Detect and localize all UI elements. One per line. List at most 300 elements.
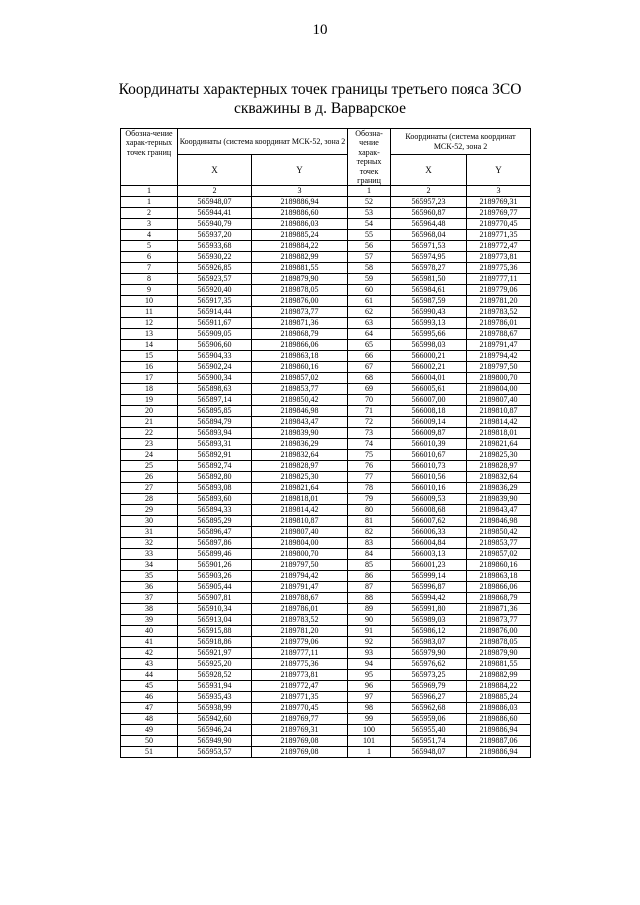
table-row [121, 615, 531, 626]
y-value-right: 2189884,22 [467, 681, 531, 692]
y-value-right: 2189863,18 [467, 571, 531, 582]
x-value-right: 565962,68 [391, 703, 467, 714]
table-row [121, 714, 531, 725]
y-value-left: 2189868,79 [252, 329, 348, 340]
table-row [121, 351, 531, 362]
table-row [121, 373, 531, 384]
table-row [121, 395, 531, 406]
y-value-left: 2189783,52 [252, 615, 348, 626]
y-value-right: 2189873,77 [467, 615, 531, 626]
x-value-left: 565926,85 [178, 263, 252, 274]
x-value-left: 565911,67 [178, 318, 252, 329]
y-value-right: 2189783,52 [467, 307, 531, 318]
x-value-right: 565966,27 [391, 692, 467, 703]
x-value-left: 565909,05 [178, 329, 252, 340]
x-value-left: 565928,52 [178, 670, 252, 681]
header-y-left: Y [252, 155, 348, 186]
header-coords-right: Координаты (система координат МСК-52, зона 2 [391, 129, 531, 155]
table-row [121, 626, 531, 637]
point-number-right: 93 [348, 648, 391, 659]
y-value-left: 2189810,87 [252, 516, 348, 527]
table-row [121, 461, 531, 472]
point-number-right: 69 [348, 384, 391, 395]
point-number-right: 98 [348, 703, 391, 714]
table-row [121, 505, 531, 516]
x-value-left: 565895,85 [178, 406, 252, 417]
point-number-left: 24 [121, 450, 178, 461]
table-row [121, 329, 531, 340]
y-value-right: 2189882,99 [467, 670, 531, 681]
y-value-left: 2189772,47 [252, 681, 348, 692]
point-number-left: 14 [121, 340, 178, 351]
y-value-left: 2189882,99 [252, 252, 348, 263]
point-number-right: 66 [348, 351, 391, 362]
x-value-left: 565940,79 [178, 219, 252, 230]
point-number-right: 75 [348, 450, 391, 461]
x-value-right: 566010,67 [391, 450, 467, 461]
point-number-left: 29 [121, 505, 178, 516]
x-value-left: 565918,86 [178, 637, 252, 648]
x-value-right: 565951,74 [391, 736, 467, 747]
x-value-left: 565935,43 [178, 692, 252, 703]
x-value-left: 565893,08 [178, 483, 252, 494]
point-number-left: 7 [121, 263, 178, 274]
point-number-right: 63 [348, 318, 391, 329]
x-value-right: 565994,42 [391, 593, 467, 604]
point-number-left: 41 [121, 637, 178, 648]
point-number-right: 60 [348, 285, 391, 296]
y-value-left: 2189814,42 [252, 505, 348, 516]
x-value-left: 565895,29 [178, 516, 252, 527]
point-number-right: 71 [348, 406, 391, 417]
x-value-left: 565933,68 [178, 241, 252, 252]
table-row [121, 285, 531, 296]
column-number-row [121, 186, 531, 197]
x-value-right: 566001,23 [391, 560, 467, 571]
y-value-left: 2189807,40 [252, 527, 348, 538]
y-value-right: 2189794,42 [467, 351, 531, 362]
table-row [121, 230, 531, 241]
table-row [121, 472, 531, 483]
table-row [121, 516, 531, 527]
point-number-right: 1 [348, 747, 391, 758]
point-number-left: 5 [121, 241, 178, 252]
y-value-right: 2189804,00 [467, 384, 531, 395]
point-number-left: 42 [121, 648, 178, 659]
point-number-left: 16 [121, 362, 178, 373]
x-value-right: 565978,27 [391, 263, 467, 274]
column-number: 2 [178, 186, 252, 197]
y-value-left: 2189800,70 [252, 549, 348, 560]
x-value-left: 565917,35 [178, 296, 252, 307]
point-number-left: 36 [121, 582, 178, 593]
x-value-right: 566007,62 [391, 516, 467, 527]
x-value-left: 565892,74 [178, 461, 252, 472]
point-number-right: 89 [348, 604, 391, 615]
column-number: 3 [467, 186, 531, 197]
point-number-right: 61 [348, 296, 391, 307]
y-value-right: 2189885,24 [467, 692, 531, 703]
point-number-left: 45 [121, 681, 178, 692]
x-value-right: 565964,48 [391, 219, 467, 230]
x-value-left: 565904,33 [178, 351, 252, 362]
point-number-left: 50 [121, 736, 178, 747]
y-value-right: 2189810,87 [467, 406, 531, 417]
column-number: 1 [121, 186, 178, 197]
table-row [121, 197, 531, 208]
x-value-right: 566010,73 [391, 461, 467, 472]
y-value-left: 2189843,47 [252, 417, 348, 428]
point-number-left: 9 [121, 285, 178, 296]
y-value-right: 2189777,11 [467, 274, 531, 285]
point-number-left: 4 [121, 230, 178, 241]
coordinates-table [120, 128, 531, 758]
table-row [121, 241, 531, 252]
x-value-right: 566000,21 [391, 351, 467, 362]
x-value-right: 565976,62 [391, 659, 467, 670]
point-number-right: 95 [348, 670, 391, 681]
y-value-left: 2189788,67 [252, 593, 348, 604]
point-number-right: 64 [348, 329, 391, 340]
table-row [121, 703, 531, 714]
table-row [121, 747, 531, 758]
table-row [121, 340, 531, 351]
y-value-right: 2189886,03 [467, 703, 531, 714]
header-x-left: X [178, 155, 252, 186]
point-number-left: 10 [121, 296, 178, 307]
point-number-left: 13 [121, 329, 178, 340]
point-number-left: 23 [121, 439, 178, 450]
x-value-left: 565897,14 [178, 395, 252, 406]
y-value-right: 2189876,00 [467, 626, 531, 637]
x-value-left: 565896,47 [178, 527, 252, 538]
table-row [121, 208, 531, 219]
x-value-left: 565938,99 [178, 703, 252, 714]
y-value-left: 2189769,77 [252, 714, 348, 725]
x-value-right: 566009,14 [391, 417, 467, 428]
point-number-left: 43 [121, 659, 178, 670]
x-value-left: 565948,07 [178, 197, 252, 208]
y-value-right: 2189828,97 [467, 461, 531, 472]
title-line-1: Координаты характерных точек границы третьего пояса ЗСО [118, 81, 522, 98]
point-number-right: 82 [348, 527, 391, 538]
x-value-right: 565957,23 [391, 197, 467, 208]
y-value-right: 2189769,77 [467, 208, 531, 219]
x-value-right: 565983,07 [391, 637, 467, 648]
table-row [121, 593, 531, 604]
table-row [121, 604, 531, 615]
x-value-right: 565986,12 [391, 626, 467, 637]
x-value-right: 566010,16 [391, 483, 467, 494]
point-number-left: 2 [121, 208, 178, 219]
x-value-left: 565901,26 [178, 560, 252, 571]
x-value-left: 565953,57 [178, 747, 252, 758]
table-row [121, 428, 531, 439]
point-number-left: 47 [121, 703, 178, 714]
y-value-left: 2189773,81 [252, 670, 348, 681]
x-value-right: 566010,56 [391, 472, 467, 483]
document-title [0, 80, 640, 118]
x-value-left: 565923,57 [178, 274, 252, 285]
point-number-left: 35 [121, 571, 178, 582]
x-value-left: 565893,94 [178, 428, 252, 439]
y-value-right: 2189850,42 [467, 527, 531, 538]
x-value-right: 566009,87 [391, 428, 467, 439]
point-number-right: 74 [348, 439, 391, 450]
point-number-left: 20 [121, 406, 178, 417]
x-value-right: 565998,03 [391, 340, 467, 351]
x-value-right: 565960,87 [391, 208, 467, 219]
y-value-right: 2189773,81 [467, 252, 531, 263]
point-number-right: 77 [348, 472, 391, 483]
y-value-right: 2189881,55 [467, 659, 531, 670]
point-number-left: 15 [121, 351, 178, 362]
y-value-right: 2189800,70 [467, 373, 531, 384]
y-value-right: 2189772,47 [467, 241, 531, 252]
x-value-right: 565990,43 [391, 307, 467, 318]
table-row [121, 219, 531, 230]
y-value-left: 2189791,47 [252, 582, 348, 593]
y-value-left: 2189860,16 [252, 362, 348, 373]
point-number-left: 17 [121, 373, 178, 384]
y-value-left: 2189853,77 [252, 384, 348, 395]
table-row [121, 659, 531, 670]
point-number-left: 25 [121, 461, 178, 472]
x-value-left: 565920,40 [178, 285, 252, 296]
table-row [121, 296, 531, 307]
header-coords-left: Координаты (система координат МСК-52, зона 2 [178, 129, 348, 155]
point-number-left: 46 [121, 692, 178, 703]
y-value-right: 2189857,02 [467, 549, 531, 560]
point-number-right: 83 [348, 538, 391, 549]
table-row [121, 637, 531, 648]
point-number-right: 87 [348, 582, 391, 593]
y-value-right: 2189769,31 [467, 197, 531, 208]
x-value-right: 565996,87 [391, 582, 467, 593]
point-number-right: 56 [348, 241, 391, 252]
y-value-left: 2189794,42 [252, 571, 348, 582]
y-value-left: 2189797,50 [252, 560, 348, 571]
x-value-left: 565944,41 [178, 208, 252, 219]
x-value-right: 565991,80 [391, 604, 467, 615]
y-value-right: 2189886,94 [467, 725, 531, 736]
x-value-right: 566006,33 [391, 527, 467, 538]
point-number-right: 62 [348, 307, 391, 318]
point-number-right: 67 [348, 362, 391, 373]
point-number-left: 49 [121, 725, 178, 736]
y-value-right: 2189807,40 [467, 395, 531, 406]
y-value-left: 2189804,00 [252, 538, 348, 549]
point-number-right: 86 [348, 571, 391, 582]
point-number-left: 12 [121, 318, 178, 329]
point-number-left: 39 [121, 615, 178, 626]
table-row [121, 538, 531, 549]
x-value-left: 565903,26 [178, 571, 252, 582]
y-value-left: 2189876,00 [252, 296, 348, 307]
x-value-right: 565989,03 [391, 615, 467, 626]
y-value-left: 2189818,01 [252, 494, 348, 505]
point-number-left: 11 [121, 307, 178, 318]
point-number-left: 22 [121, 428, 178, 439]
point-number-right: 84 [348, 549, 391, 560]
point-number-right: 100 [348, 725, 391, 736]
header-x-right: X [391, 155, 467, 186]
x-value-right: 566008,68 [391, 505, 467, 516]
point-number-right: 78 [348, 483, 391, 494]
point-number-left: 28 [121, 494, 178, 505]
y-value-left: 2189863,18 [252, 351, 348, 362]
x-value-right: 565993,13 [391, 318, 467, 329]
x-value-right: 565981,50 [391, 274, 467, 285]
y-value-right: 2189839,90 [467, 494, 531, 505]
y-value-right: 2189846,98 [467, 516, 531, 527]
y-value-right: 2189791,47 [467, 340, 531, 351]
y-value-right: 2189868,79 [467, 593, 531, 604]
point-number-right: 73 [348, 428, 391, 439]
x-value-left: 565892,91 [178, 450, 252, 461]
y-value-left: 2189873,77 [252, 307, 348, 318]
x-value-left: 565905,44 [178, 582, 252, 593]
y-value-right: 2189786,01 [467, 318, 531, 329]
y-value-right: 2189771,35 [467, 230, 531, 241]
y-value-left: 2189769,08 [252, 736, 348, 747]
x-value-left: 565902,24 [178, 362, 252, 373]
table-row [121, 648, 531, 659]
x-value-left: 565899,46 [178, 549, 252, 560]
y-value-left: 2189775,36 [252, 659, 348, 670]
x-value-right: 566004,84 [391, 538, 467, 549]
x-value-right: 565948,07 [391, 747, 467, 758]
header-point-left: Обозна-чение харак-терных точек границ [121, 129, 178, 186]
x-value-right: 566002,21 [391, 362, 467, 373]
point-number-left: 34 [121, 560, 178, 571]
table-row [121, 725, 531, 736]
table-row [121, 483, 531, 494]
x-value-right: 566008,18 [391, 406, 467, 417]
y-value-right: 2189860,16 [467, 560, 531, 571]
x-value-right: 566004,01 [391, 373, 467, 384]
page-number: 10 [312, 22, 328, 38]
y-value-left: 2189884,22 [252, 241, 348, 252]
point-number-left: 33 [121, 549, 178, 560]
x-value-right: 565999,14 [391, 571, 467, 582]
x-value-left: 565915,88 [178, 626, 252, 637]
x-value-left: 565893,31 [178, 439, 252, 450]
point-number-right: 53 [348, 208, 391, 219]
point-number-left: 1 [121, 197, 178, 208]
table-row [121, 571, 531, 582]
point-number-left: 48 [121, 714, 178, 725]
y-value-left: 2189885,24 [252, 230, 348, 241]
x-value-left: 565949,90 [178, 736, 252, 747]
table-row [121, 692, 531, 703]
table-row [121, 450, 531, 461]
x-value-right: 566005,61 [391, 384, 467, 395]
point-number-right: 79 [348, 494, 391, 505]
y-value-left: 2189825,30 [252, 472, 348, 483]
y-value-left: 2189786,01 [252, 604, 348, 615]
y-value-left: 2189881,55 [252, 263, 348, 274]
y-value-left: 2189836,29 [252, 439, 348, 450]
y-value-right: 2189843,47 [467, 505, 531, 516]
point-number-left: 37 [121, 593, 178, 604]
x-value-right: 565973,25 [391, 670, 467, 681]
y-value-left: 2189886,03 [252, 219, 348, 230]
point-number-left: 27 [121, 483, 178, 494]
y-value-left: 2189871,36 [252, 318, 348, 329]
x-value-left: 565898,63 [178, 384, 252, 395]
x-value-left: 565892,80 [178, 472, 252, 483]
y-value-right: 2189832,64 [467, 472, 531, 483]
y-value-right: 2189814,42 [467, 417, 531, 428]
point-number-left: 26 [121, 472, 178, 483]
table-row [121, 439, 531, 450]
table-row [121, 549, 531, 560]
point-number-left: 19 [121, 395, 178, 406]
x-value-right: 565959,06 [391, 714, 467, 725]
x-value-left: 565931,94 [178, 681, 252, 692]
table-row [121, 494, 531, 505]
table-row [121, 670, 531, 681]
y-value-left: 2189769,08 [252, 747, 348, 758]
y-value-left: 2189846,98 [252, 406, 348, 417]
x-value-left: 565925,20 [178, 659, 252, 670]
point-number-right: 81 [348, 516, 391, 527]
table-row [121, 527, 531, 538]
x-value-left: 565894,79 [178, 417, 252, 428]
point-number-right: 55 [348, 230, 391, 241]
y-value-right: 2189818,01 [467, 428, 531, 439]
x-value-right: 565955,40 [391, 725, 467, 736]
point-number-right: 52 [348, 197, 391, 208]
x-value-right: 565969,79 [391, 681, 467, 692]
point-number-right: 92 [348, 637, 391, 648]
x-value-right: 565979,90 [391, 648, 467, 659]
x-value-right: 565968,04 [391, 230, 467, 241]
x-value-left: 565893,60 [178, 494, 252, 505]
point-number-right: 68 [348, 373, 391, 384]
x-value-right: 565987,59 [391, 296, 467, 307]
y-value-right: 2189836,29 [467, 483, 531, 494]
y-value-left: 2189886,94 [252, 197, 348, 208]
x-value-left: 565937,20 [178, 230, 252, 241]
y-value-left: 2189770,45 [252, 703, 348, 714]
y-value-left: 2189850,42 [252, 395, 348, 406]
y-value-left: 2189839,90 [252, 428, 348, 439]
y-value-left: 2189866,06 [252, 340, 348, 351]
x-value-left: 565946,24 [178, 725, 252, 736]
x-value-right: 565971,53 [391, 241, 467, 252]
y-value-right: 2189887,06 [467, 736, 531, 747]
y-value-left: 2189832,64 [252, 450, 348, 461]
point-number-right: 96 [348, 681, 391, 692]
point-number-right: 65 [348, 340, 391, 351]
y-value-left: 2189777,11 [252, 648, 348, 659]
point-number-left: 38 [121, 604, 178, 615]
table-row [121, 263, 531, 274]
table-row [121, 384, 531, 395]
x-value-right: 566009,53 [391, 494, 467, 505]
point-number-right: 80 [348, 505, 391, 516]
y-value-right: 2189866,06 [467, 582, 531, 593]
point-number-right: 97 [348, 692, 391, 703]
x-value-left: 565930,22 [178, 252, 252, 263]
y-value-right: 2189821,64 [467, 439, 531, 450]
header-y-right: Y [467, 155, 531, 186]
x-value-right: 565974,95 [391, 252, 467, 263]
y-value-left: 2189857,02 [252, 373, 348, 384]
y-value-left: 2189771,35 [252, 692, 348, 703]
